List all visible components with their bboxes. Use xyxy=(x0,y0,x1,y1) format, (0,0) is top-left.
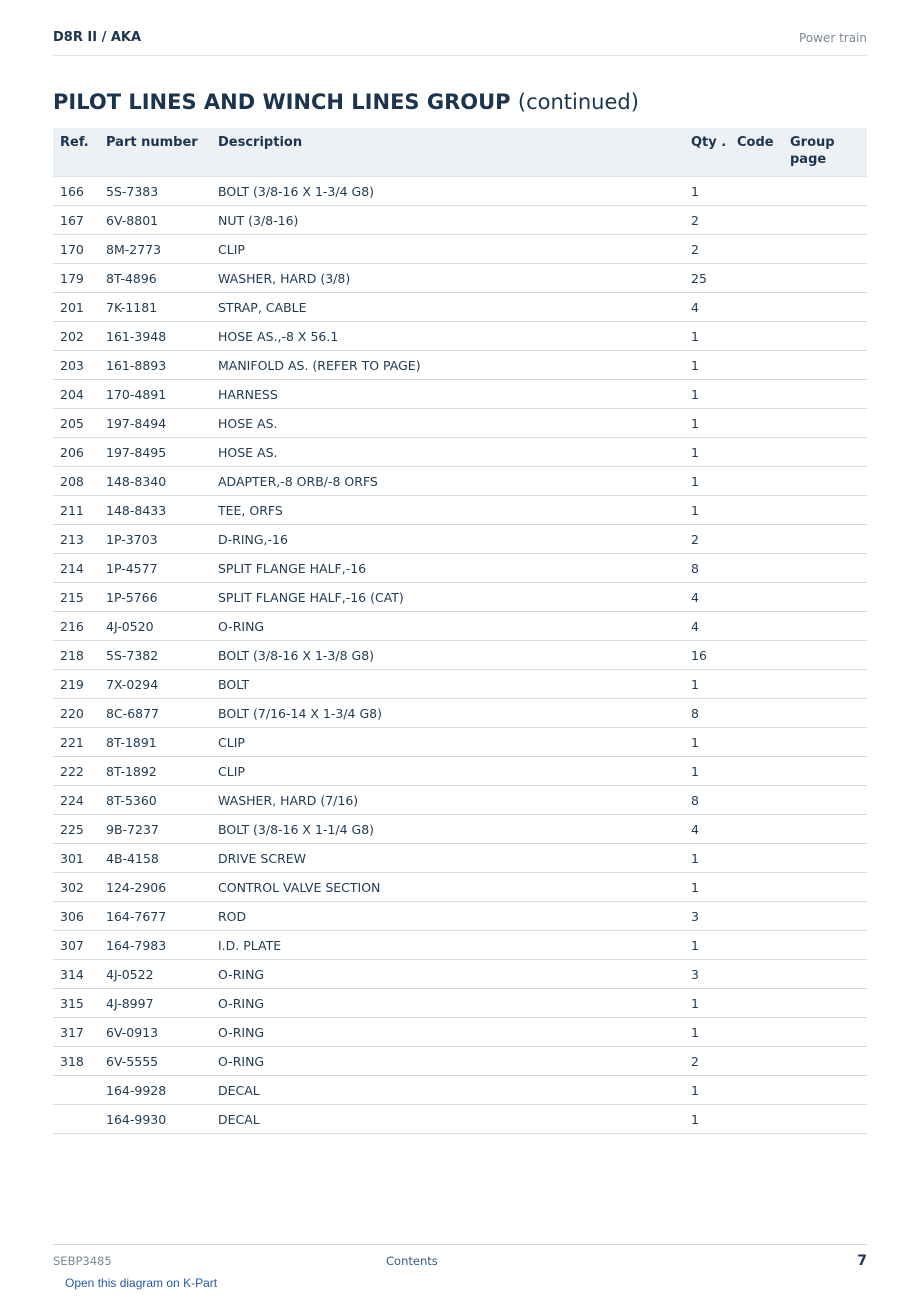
document-id: SEBP3485 xyxy=(53,1254,112,1268)
cell-part-number: 148-8340 xyxy=(106,467,218,496)
table-row xyxy=(53,496,867,525)
cell-qty: 8 xyxy=(691,786,737,815)
cell-part-number: 170-4891 xyxy=(106,380,218,409)
cell-code xyxy=(737,380,790,409)
table-row xyxy=(53,757,867,786)
cell-code xyxy=(737,960,790,989)
cell-description: STRAP, CABLE xyxy=(218,293,691,322)
table-header-row xyxy=(53,128,867,177)
cell-group-page xyxy=(790,612,867,641)
cell-group-page xyxy=(790,235,867,264)
cell-qty: 2 xyxy=(691,235,737,264)
cell-ref: 166 xyxy=(53,177,106,206)
cell-ref: 219 xyxy=(53,670,106,699)
cell-description: CLIP xyxy=(218,728,691,757)
cell-ref: 317 xyxy=(53,1018,106,1047)
cell-description: CONTROL VALVE SECTION xyxy=(218,873,691,902)
table-row xyxy=(53,467,867,496)
cell-qty: 1 xyxy=(691,322,737,351)
cell-qty: 1 xyxy=(691,728,737,757)
cell-part-number: 4J-0520 xyxy=(106,612,218,641)
cell-part-number: 8T-1892 xyxy=(106,757,218,786)
cell-code xyxy=(737,554,790,583)
cell-ref: 307 xyxy=(53,931,106,960)
cell-qty: 3 xyxy=(691,902,737,931)
col-header-part-number: Part number xyxy=(106,128,218,177)
cell-code xyxy=(737,467,790,496)
cell-description: BOLT (3/8-16 X 1-1/4 G8) xyxy=(218,815,691,844)
cell-group-page xyxy=(790,1018,867,1047)
cell-group-page xyxy=(790,206,867,235)
cell-qty: 1 xyxy=(691,496,737,525)
cell-part-number: 197-8494 xyxy=(106,409,218,438)
table-row xyxy=(53,1047,867,1076)
col-header-description: Description xyxy=(218,128,691,177)
cell-qty: 1 xyxy=(691,873,737,902)
cell-code xyxy=(737,293,790,322)
cell-part-number: 164-9928 xyxy=(106,1076,218,1105)
cell-part-number: 4J-8997 xyxy=(106,989,218,1018)
cell-group-page xyxy=(790,554,867,583)
cell-ref: 302 xyxy=(53,873,106,902)
cell-group-page xyxy=(790,1105,867,1134)
cell-ref: 225 xyxy=(53,815,106,844)
table-row xyxy=(53,1018,867,1047)
cell-description: HOSE AS. xyxy=(218,438,691,467)
table-row xyxy=(53,844,867,873)
cell-qty: 4 xyxy=(691,612,737,641)
cell-part-number: 161-3948 xyxy=(106,322,218,351)
cell-code xyxy=(737,206,790,235)
table-row xyxy=(53,583,867,612)
cell-part-number: 8T-5360 xyxy=(106,786,218,815)
parts-table xyxy=(53,128,867,1134)
cell-qty: 1 xyxy=(691,409,737,438)
cell-description: D-RING,-16 xyxy=(218,525,691,554)
cell-qty: 2 xyxy=(691,206,737,235)
col-header-ref: Ref. xyxy=(53,128,106,177)
cell-qty: 4 xyxy=(691,583,737,612)
cell-group-page xyxy=(790,844,867,873)
cell-qty: 3 xyxy=(691,960,737,989)
cell-group-page xyxy=(790,699,867,728)
cell-group-page xyxy=(790,583,867,612)
page-title xyxy=(53,90,639,114)
cell-part-number: 8T-4896 xyxy=(106,264,218,293)
table-row xyxy=(53,293,867,322)
cell-group-page xyxy=(790,786,867,815)
cell-ref: 201 xyxy=(53,293,106,322)
cell-description: HARNESS xyxy=(218,380,691,409)
table-row xyxy=(53,409,867,438)
cell-group-page xyxy=(790,293,867,322)
cell-qty: 4 xyxy=(691,815,737,844)
col-header-code: Code xyxy=(737,128,790,177)
table-row xyxy=(53,380,867,409)
cell-ref: 306 xyxy=(53,902,106,931)
cell-part-number: 5S-7382 xyxy=(106,641,218,670)
cell-code xyxy=(737,757,790,786)
title-suffix: (continued) xyxy=(517,90,639,114)
cell-description: WASHER, HARD (7/16) xyxy=(218,786,691,815)
cell-ref: 203 xyxy=(53,351,106,380)
cell-description: BOLT (3/8-16 X 1-3/8 G8) xyxy=(218,641,691,670)
table-row xyxy=(53,815,867,844)
cell-qty: 1 xyxy=(691,989,737,1018)
cell-group-page xyxy=(790,1076,867,1105)
cell-group-page xyxy=(790,438,867,467)
cell-code xyxy=(737,641,790,670)
table-row xyxy=(53,206,867,235)
cell-description: SPLIT FLANGE HALF,-16 xyxy=(218,554,691,583)
cell-code xyxy=(737,989,790,1018)
cell-group-page xyxy=(790,902,867,931)
cell-part-number: 8M-2773 xyxy=(106,235,218,264)
cell-description: CLIP xyxy=(218,235,691,264)
cell-ref: 220 xyxy=(53,699,106,728)
cell-group-page xyxy=(790,380,867,409)
cell-qty: 4 xyxy=(691,293,737,322)
page-number: 7 xyxy=(857,1253,867,1269)
cell-code xyxy=(737,699,790,728)
cell-code xyxy=(737,409,790,438)
cell-part-number: 4J-0522 xyxy=(106,960,218,989)
cell-description: I.D. PLATE xyxy=(218,931,691,960)
cell-qty: 16 xyxy=(691,641,737,670)
cell-ref: 216 xyxy=(53,612,106,641)
table-row xyxy=(53,902,867,931)
cell-description: ROD xyxy=(218,902,691,931)
cell-qty: 2 xyxy=(691,1047,737,1076)
cell-ref: 202 xyxy=(53,322,106,351)
cell-code xyxy=(737,728,790,757)
cell-code xyxy=(737,786,790,815)
table-row xyxy=(53,670,867,699)
cell-ref: 221 xyxy=(53,728,106,757)
cell-qty: 8 xyxy=(691,554,737,583)
cell-group-page xyxy=(790,989,867,1018)
cell-qty: 1 xyxy=(691,670,737,699)
cell-code xyxy=(737,844,790,873)
cell-part-number: 6V-5555 xyxy=(106,1047,218,1076)
cell-ref: 208 xyxy=(53,467,106,496)
cell-ref: 167 xyxy=(53,206,106,235)
cell-part-number: 164-9930 xyxy=(106,1105,218,1134)
cell-group-page xyxy=(790,525,867,554)
cell-description: O-RING xyxy=(218,960,691,989)
table-row xyxy=(53,612,867,641)
cell-group-page xyxy=(790,960,867,989)
cell-qty: 1 xyxy=(691,438,737,467)
cell-code xyxy=(737,1047,790,1076)
cell-ref: 179 xyxy=(53,264,106,293)
table-row xyxy=(53,699,867,728)
cell-group-page xyxy=(790,641,867,670)
cell-description: SPLIT FLANGE HALF,-16 (CAT) xyxy=(218,583,691,612)
table-row xyxy=(53,960,867,989)
cell-part-number: 4B-4158 xyxy=(106,844,218,873)
cell-group-page xyxy=(790,467,867,496)
cell-code xyxy=(737,873,790,902)
cell-part-number: 8C-6877 xyxy=(106,699,218,728)
cell-description: O-RING xyxy=(218,989,691,1018)
cell-code xyxy=(737,583,790,612)
cell-part-number: 7X-0294 xyxy=(106,670,218,699)
cell-ref: 301 xyxy=(53,844,106,873)
cell-group-page xyxy=(790,728,867,757)
cell-part-number: 6V-0913 xyxy=(106,1018,218,1047)
cell-code xyxy=(737,496,790,525)
cell-part-number: 124-2906 xyxy=(106,873,218,902)
cell-description: DECAL xyxy=(218,1076,691,1105)
cell-qty: 25 xyxy=(691,264,737,293)
cell-part-number: 197-8495 xyxy=(106,438,218,467)
cell-group-page xyxy=(790,815,867,844)
cell-group-page xyxy=(790,351,867,380)
table-row xyxy=(53,728,867,757)
cell-ref: 314 xyxy=(53,960,106,989)
cell-description: HOSE AS.,-8 X 56.1 xyxy=(218,322,691,351)
table-row xyxy=(53,989,867,1018)
cell-ref: 215 xyxy=(53,583,106,612)
cell-code xyxy=(737,235,790,264)
cell-qty: 1 xyxy=(691,931,737,960)
cell-part-number: 6V-8801 xyxy=(106,206,218,235)
cell-ref: 222 xyxy=(53,757,106,786)
cell-ref xyxy=(53,1076,106,1105)
table-row xyxy=(53,554,867,583)
cell-description: ADAPTER,-8 ORB/-8 ORFS xyxy=(218,467,691,496)
cell-code xyxy=(737,931,790,960)
cell-code xyxy=(737,351,790,380)
cell-part-number: 164-7983 xyxy=(106,931,218,960)
cell-ref: 218 xyxy=(53,641,106,670)
page-header xyxy=(53,28,867,56)
table-row xyxy=(53,351,867,380)
table-row xyxy=(53,1105,867,1134)
cell-ref: 204 xyxy=(53,380,106,409)
cell-qty: 1 xyxy=(691,351,737,380)
table-row xyxy=(53,438,867,467)
cell-group-page xyxy=(790,496,867,525)
table-row xyxy=(53,322,867,351)
cell-code xyxy=(737,177,790,206)
table-row xyxy=(53,931,867,960)
cell-description: O-RING xyxy=(218,612,691,641)
table-row xyxy=(53,525,867,554)
cell-ref: 170 xyxy=(53,235,106,264)
table-row xyxy=(53,264,867,293)
table-row xyxy=(53,235,867,264)
cell-code xyxy=(737,438,790,467)
model-label: D8R II / AKA xyxy=(53,30,142,45)
cell-part-number: 8T-1891 xyxy=(106,728,218,757)
cell-qty: 1 xyxy=(691,1018,737,1047)
cell-group-page xyxy=(790,670,867,699)
cell-description: CLIP xyxy=(218,757,691,786)
table-row xyxy=(53,873,867,902)
cell-description: BOLT (7/16-14 X 1-3/4 G8) xyxy=(218,699,691,728)
cell-ref: 206 xyxy=(53,438,106,467)
cell-code xyxy=(737,322,790,351)
cell-ref: 213 xyxy=(53,525,106,554)
cell-group-page xyxy=(790,322,867,351)
table-row xyxy=(53,1076,867,1105)
cell-part-number: 161-8893 xyxy=(106,351,218,380)
cell-ref xyxy=(53,1105,106,1134)
cell-ref: 211 xyxy=(53,496,106,525)
cell-part-number: 164-7677 xyxy=(106,902,218,931)
col-header-group-page: Group page xyxy=(790,128,867,177)
cell-ref: 315 xyxy=(53,989,106,1018)
cell-qty: 1 xyxy=(691,1076,737,1105)
cell-ref: 205 xyxy=(53,409,106,438)
cell-ref: 224 xyxy=(53,786,106,815)
cell-part-number: 1P-5766 xyxy=(106,583,218,612)
cell-description: MANIFOLD AS. (REFER TO PAGE) xyxy=(218,351,691,380)
cell-code xyxy=(737,1105,790,1134)
cell-part-number: 5S-7383 xyxy=(106,177,218,206)
cell-code xyxy=(737,525,790,554)
table-row xyxy=(53,177,867,206)
cell-qty: 1 xyxy=(691,177,737,206)
col-header-qty: Qty . xyxy=(691,128,737,177)
cell-part-number: 7K-1181 xyxy=(106,293,218,322)
cell-qty: 1 xyxy=(691,467,737,496)
cell-code xyxy=(737,612,790,641)
cell-code xyxy=(737,1018,790,1047)
cell-ref: 214 xyxy=(53,554,106,583)
cell-part-number: 9B-7237 xyxy=(106,815,218,844)
cell-description: O-RING xyxy=(218,1047,691,1076)
kpart-diagram-link[interactable]: Open this diagram on K-Part xyxy=(65,1276,218,1290)
cell-part-number: 148-8433 xyxy=(106,496,218,525)
cell-description: BOLT (3/8-16 X 1-3/4 G8) xyxy=(218,177,691,206)
cell-description: DECAL xyxy=(218,1105,691,1134)
cell-part-number: 1P-3703 xyxy=(106,525,218,554)
section-label: Power train xyxy=(798,31,867,45)
cell-code xyxy=(737,815,790,844)
cell-description: DRIVE SCREW xyxy=(218,844,691,873)
cell-description: WASHER, HARD (3/8) xyxy=(218,264,691,293)
cell-code xyxy=(737,902,790,931)
cell-qty: 1 xyxy=(691,757,737,786)
table-row xyxy=(53,786,867,815)
table-row xyxy=(53,641,867,670)
cell-group-page xyxy=(790,1047,867,1076)
cell-group-page xyxy=(790,873,867,902)
cell-qty: 1 xyxy=(691,380,737,409)
cell-group-page xyxy=(790,409,867,438)
cell-qty: 1 xyxy=(691,844,737,873)
cell-group-page xyxy=(790,264,867,293)
cell-code xyxy=(737,670,790,699)
cell-description: O-RING xyxy=(218,1018,691,1047)
cell-group-page xyxy=(790,177,867,206)
cell-description: NUT (3/8-16) xyxy=(218,206,691,235)
cell-group-page xyxy=(790,931,867,960)
cell-code xyxy=(737,1076,790,1105)
cell-part-number: 1P-4577 xyxy=(106,554,218,583)
cell-qty: 2 xyxy=(691,525,737,554)
cell-group-page xyxy=(790,757,867,786)
cell-description: TEE, ORFS xyxy=(218,496,691,525)
cell-description: BOLT xyxy=(218,670,691,699)
cell-qty: 1 xyxy=(691,1105,737,1134)
page-footer xyxy=(53,1244,867,1269)
contents-link[interactable]: Contents xyxy=(386,1254,438,1268)
cell-description: HOSE AS. xyxy=(218,409,691,438)
cell-qty: 8 xyxy=(691,699,737,728)
cell-code xyxy=(737,264,790,293)
title-main: PILOT LINES AND WINCH LINES GROUP xyxy=(53,90,511,114)
cell-ref: 318 xyxy=(53,1047,106,1076)
